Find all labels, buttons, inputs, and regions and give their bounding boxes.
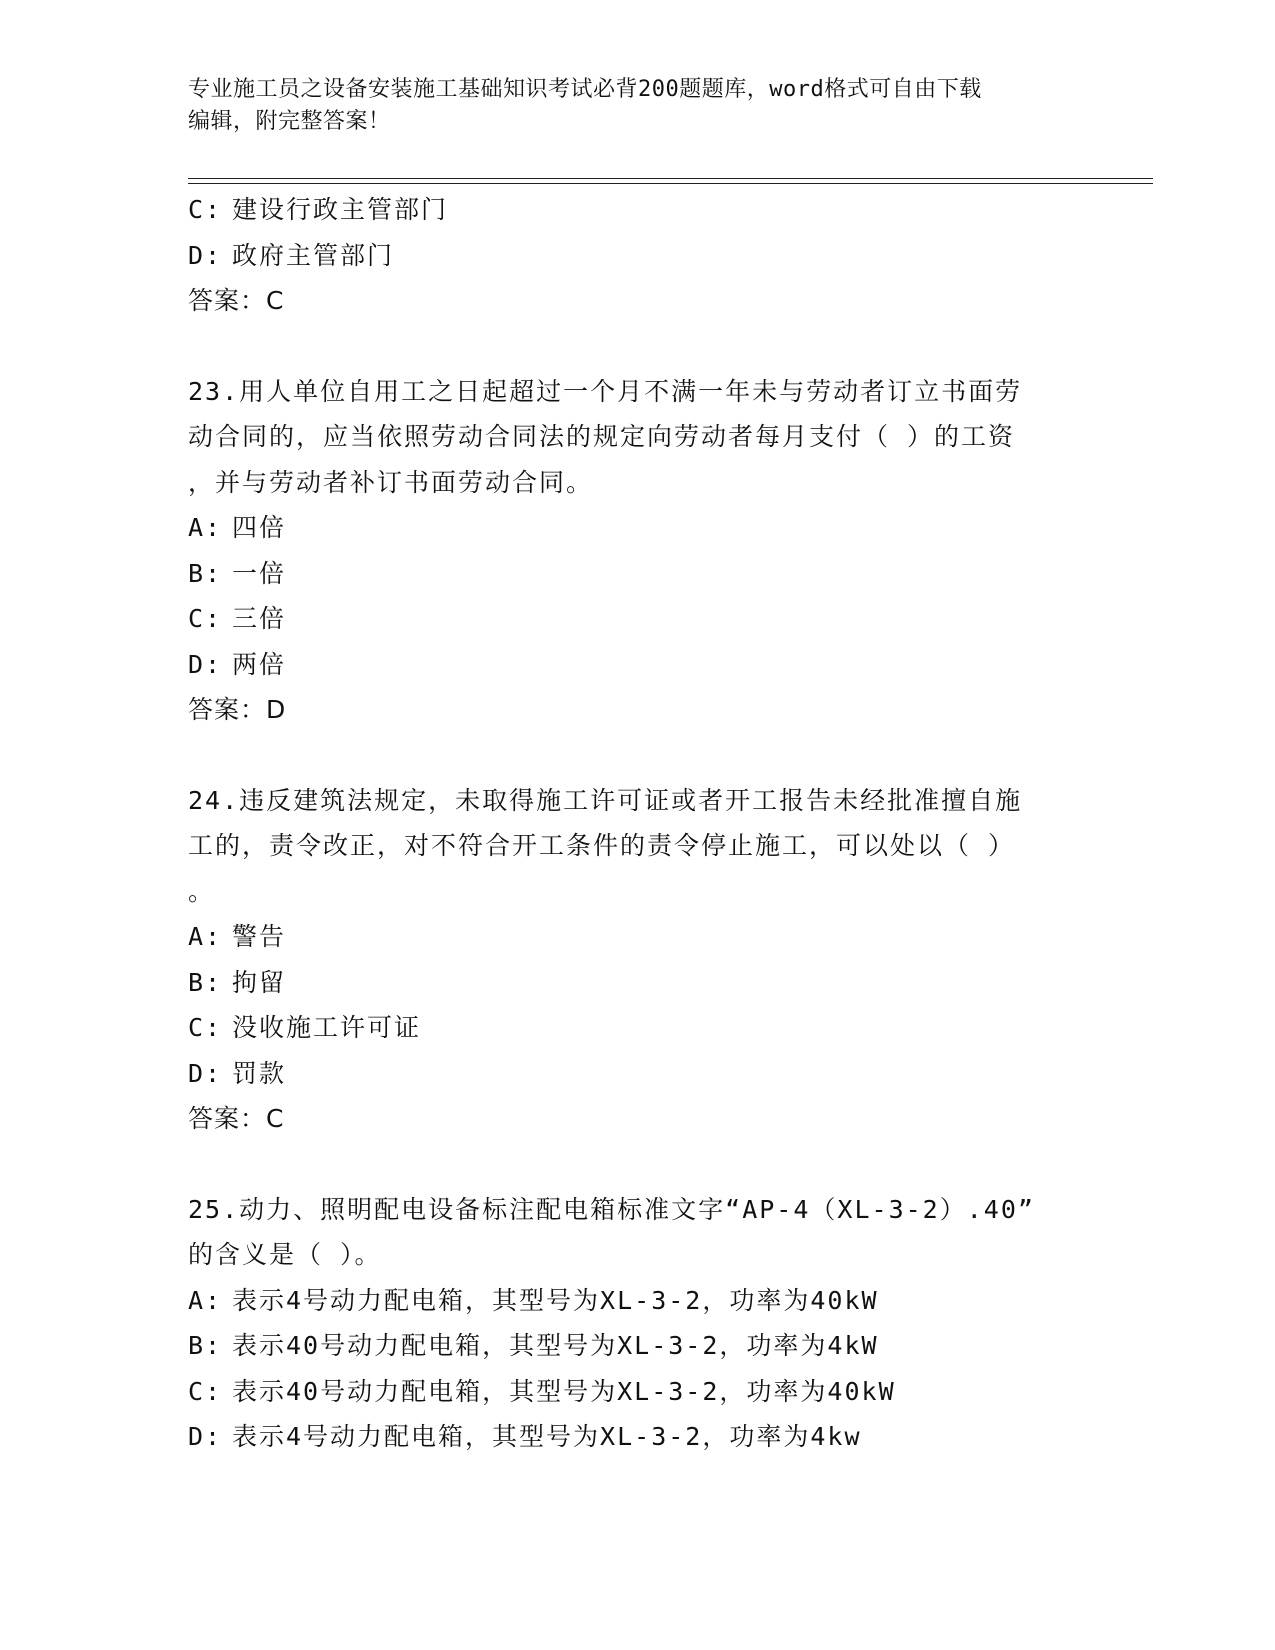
option-text: 一倍 <box>232 558 287 588</box>
question-25 <box>188 1187 1088 1460</box>
option-text: 两倍 <box>232 649 287 679</box>
option-text: 三倍 <box>232 604 287 633</box>
answer-line: 答案：D <box>188 695 287 724</box>
option-text: 警告 <box>232 922 287 951</box>
question-24 <box>188 778 1088 1142</box>
spacer <box>188 324 1088 369</box>
option-c <box>188 596 1088 642</box>
option-c <box>188 1369 1088 1415</box>
spacer <box>188 1142 1088 1187</box>
question-text-line: ，并与劳动者补订书面劳动合同。 <box>188 467 594 497</box>
option-a <box>188 505 1088 551</box>
option-d <box>188 1051 1088 1097</box>
header-rule-thick <box>188 183 1153 184</box>
option-text: 表示4号动力配电箱，其型号为XL-3-2，功率为40kW <box>232 1285 879 1315</box>
option-letter: D: <box>188 1058 223 1088</box>
option-a <box>188 914 1088 960</box>
answer-line: 答案：C <box>188 1104 285 1133</box>
question-text-line: 动合同的，应当依照劳动合同法的规定向劳动者每月支付（ ）的工资 <box>188 422 1016 451</box>
option-text: 建设行政主管部门 <box>232 195 449 224</box>
question-list <box>188 187 1088 1460</box>
option-b <box>188 551 1088 597</box>
option-letter: A: <box>188 513 223 542</box>
option-letter: B: <box>188 1331 223 1360</box>
question-text-line: 24.违反建筑法规定，未取得施工许可证或者开工报告未经批准擅自施 <box>188 785 1023 815</box>
option-d <box>188 1414 1088 1460</box>
option-text: 罚款 <box>232 1058 287 1088</box>
option-text: 政府主管部门 <box>232 240 395 270</box>
option-b <box>188 960 1088 1006</box>
option-letter: C: <box>188 1376 223 1406</box>
option-a <box>188 1278 1088 1324</box>
answer-line: 答案：C <box>188 286 285 315</box>
question-text-line: 23.用人单位自用工之日起超过一个月不满一年未与劳动者订立书面劳 <box>188 376 1023 406</box>
question-23 <box>188 369 1088 733</box>
option-letter: D: <box>188 240 223 270</box>
option-text: 没收施工许可证 <box>232 1013 422 1042</box>
question-text-line: 25.动力、照明配电设备标注配电箱标准文字“AP-4（XL-3-2）.40” <box>188 1194 1035 1224</box>
option-letter: B: <box>188 967 223 997</box>
option-letter: A: <box>188 1285 223 1315</box>
spacer <box>188 733 1088 778</box>
option-letter: C: <box>188 1013 223 1042</box>
page-header <box>188 74 1068 138</box>
option-c <box>188 1005 1088 1051</box>
option-letter: C: <box>188 195 223 224</box>
question-text-line: 。 <box>188 876 216 906</box>
question-text-line: 的含义是（ ）。 <box>188 1240 382 1269</box>
option-text: 表示4号动力配电箱，其型号为XL-3-2，功率为4kw <box>232 1422 862 1451</box>
option-text: 表示40号动力配电箱，其型号为XL-3-2，功率为40kW <box>232 1376 896 1406</box>
option-text: 拘留 <box>232 967 287 997</box>
header-rule-thin <box>188 178 1153 179</box>
option-text: 四倍 <box>232 513 287 542</box>
question-22-tail <box>188 187 1088 324</box>
option-text: 表示40号动力配电箱，其型号为XL-3-2，功率为4kW <box>232 1331 879 1360</box>
header-line-2: 编辑，附完整答案！ <box>188 109 391 134</box>
option-letter: B: <box>188 558 223 588</box>
header-line-1: 专业施工员之设备安装施工基础知识考试必背200题题库，word格式可自由下载 <box>188 77 982 102</box>
option-letter: A: <box>188 922 223 951</box>
question-text-line: 工的，责令改正，对不符合开工条件的责令停止施工，可以处以（ ） <box>188 831 1016 860</box>
option-letter: D: <box>188 649 223 679</box>
option-letter: D: <box>188 1422 223 1451</box>
option-c <box>188 187 1088 233</box>
option-b <box>188 1323 1088 1369</box>
option-d <box>188 233 1088 279</box>
option-d <box>188 642 1088 688</box>
option-letter: C: <box>188 604 223 633</box>
